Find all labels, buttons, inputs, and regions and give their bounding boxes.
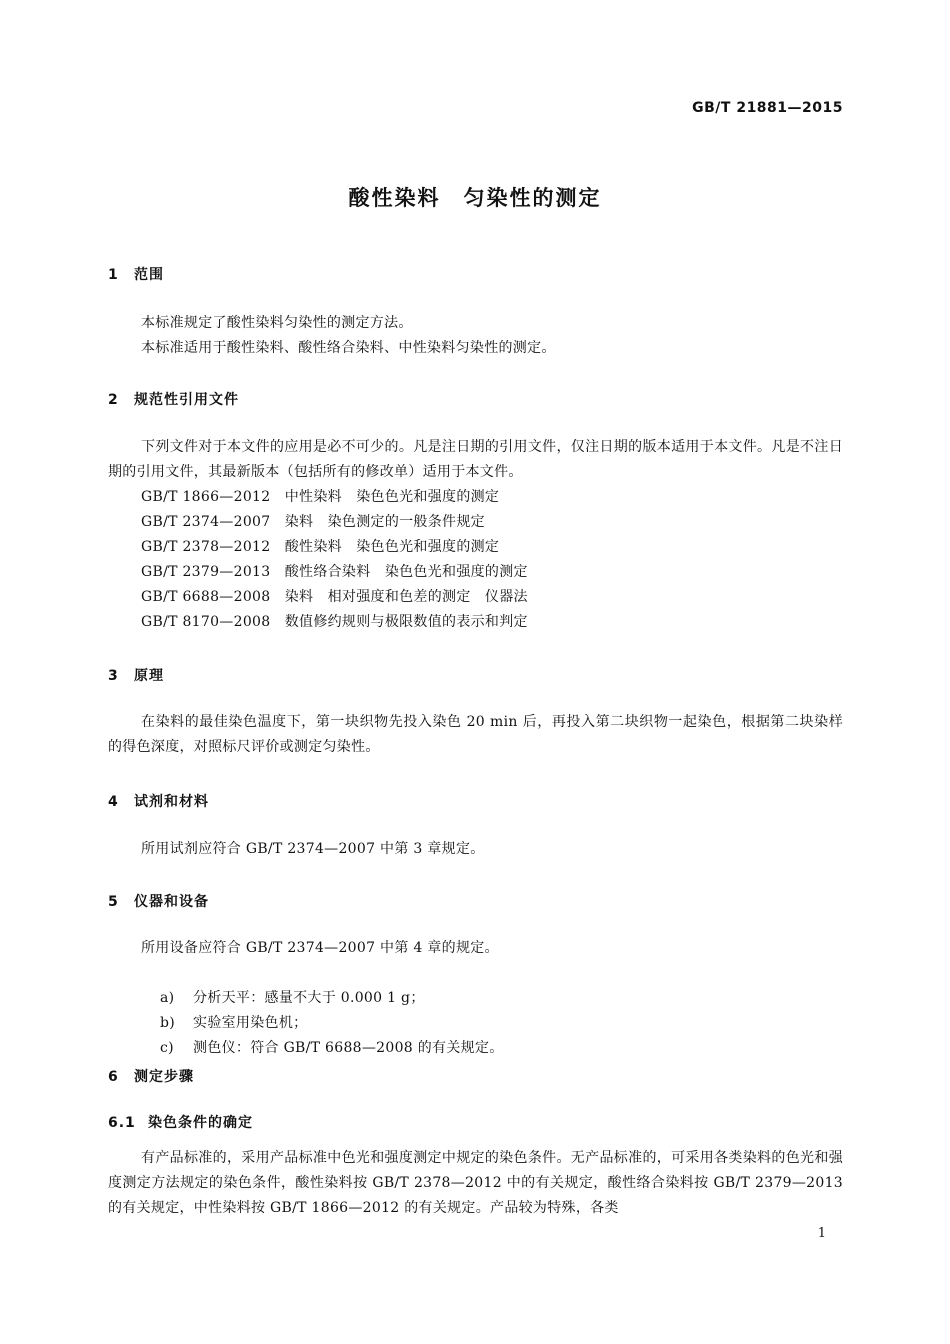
- section-number: 3: [108, 668, 119, 684]
- reference-item: GB/T 2374—2007 染料 染色测定的一般条件规定: [141, 514, 485, 530]
- section-title: 试剂和材料: [134, 794, 209, 810]
- section-heading-apparatus: [108, 891, 209, 911]
- reference-item: GB/T 1866—2012 中性染料 染色色光和强度的测定: [141, 489, 500, 505]
- page-number: 1: [817, 1226, 826, 1241]
- standard-code: GB/T 21881—2015: [692, 100, 843, 116]
- paragraph: 有产品标准的，采用产品标准中色光和强度测定中规定的染色条件。无产品标准的，可采用各类染料的色光和强度测定方法规定的染色条件，酸性染料按 GB/T 2378—2012 中的有关规定，酸性络合染料按 GB/T 2379—2013 的有关规定，中性染料按 GB/T 1866—2012 的有关规定。产品较为特殊，各类: [108, 1150, 843, 1216]
- section-title: 测定步骤: [134, 1069, 194, 1085]
- reference-item: GB/T 2378—2012 酸性染料 染色色光和强度的测定: [141, 539, 500, 555]
- subsection-heading-dyeing-conditions: [108, 1112, 253, 1132]
- section-number: 4: [108, 794, 119, 810]
- section-number: 1: [108, 267, 119, 283]
- section-heading-procedure: [108, 1066, 194, 1086]
- section-title: 仪器和设备: [134, 894, 209, 910]
- section-title: 原理: [134, 668, 164, 684]
- section-heading-normative-references: [108, 389, 239, 409]
- reference-item: GB/T 8170—2008 数值修约规则与极限数值的表示和判定: [141, 614, 528, 630]
- list-item: [141, 1011, 504, 1086]
- reference-item: GB/T 6688—2008 染料 相对强度和色差的测定 仪器法: [141, 589, 528, 605]
- section-heading-reagents: [108, 791, 209, 811]
- list-marker: b): [160, 1015, 176, 1031]
- paragraph: 本标准适用于酸性染料、酸性络合染料、中性染料匀染性的测定。: [141, 340, 556, 356]
- section-number: 6: [108, 1069, 119, 1085]
- paragraph: 所用试剂应符合 GB/T 2374—2007 中第 3 章规定。: [141, 841, 485, 857]
- section-heading-scope: [108, 264, 164, 284]
- paragraph: 本标准规定了酸性染料匀染性的测定方法。: [141, 315, 413, 331]
- list-text: 测色仪：符合 GB/T 6688—2008 的有关规定。: [193, 1040, 504, 1056]
- list-marker: c): [160, 1040, 174, 1056]
- section-title: 规范性引用文件: [134, 392, 239, 408]
- list-text: 实验室用染色机；: [193, 1015, 308, 1031]
- section-title: 范围: [134, 267, 164, 283]
- section-number: 2: [108, 392, 119, 408]
- paragraph: 所用设备应符合 GB/T 2374—2007 中第 4 章的规定。: [141, 940, 499, 956]
- list-marker: a): [160, 990, 175, 1006]
- section-heading-principle: [108, 665, 164, 685]
- paragraph: 下列文件对于本文件的应用是必不可少的。凡是注日期的引用文件，仅注日期的版本适用于本文件。凡是不注日期的引用文件，其最新版本（包括所有的修改单）适用于本文件。: [108, 439, 843, 480]
- subsection-title: 染色条件的确定: [148, 1115, 253, 1131]
- section-number: 5: [108, 894, 119, 910]
- document-title: 酸性染料 匀染性的测定: [348, 186, 602, 210]
- subsection-number: 6.1: [108, 1115, 136, 1131]
- reference-item: GB/T 2379—2013 酸性络合染料 染色色光和强度的测定: [141, 564, 528, 580]
- list-text: 分析天平：感量不大于 0.000 1 g；: [193, 990, 425, 1006]
- paragraph: 在染料的最佳染色温度下，第一块织物先投入染色 20 min 后，再投入第二块织物一起染色，根据第二块染样的得色深度，对照标尺评价或测定匀染性。: [108, 714, 843, 755]
